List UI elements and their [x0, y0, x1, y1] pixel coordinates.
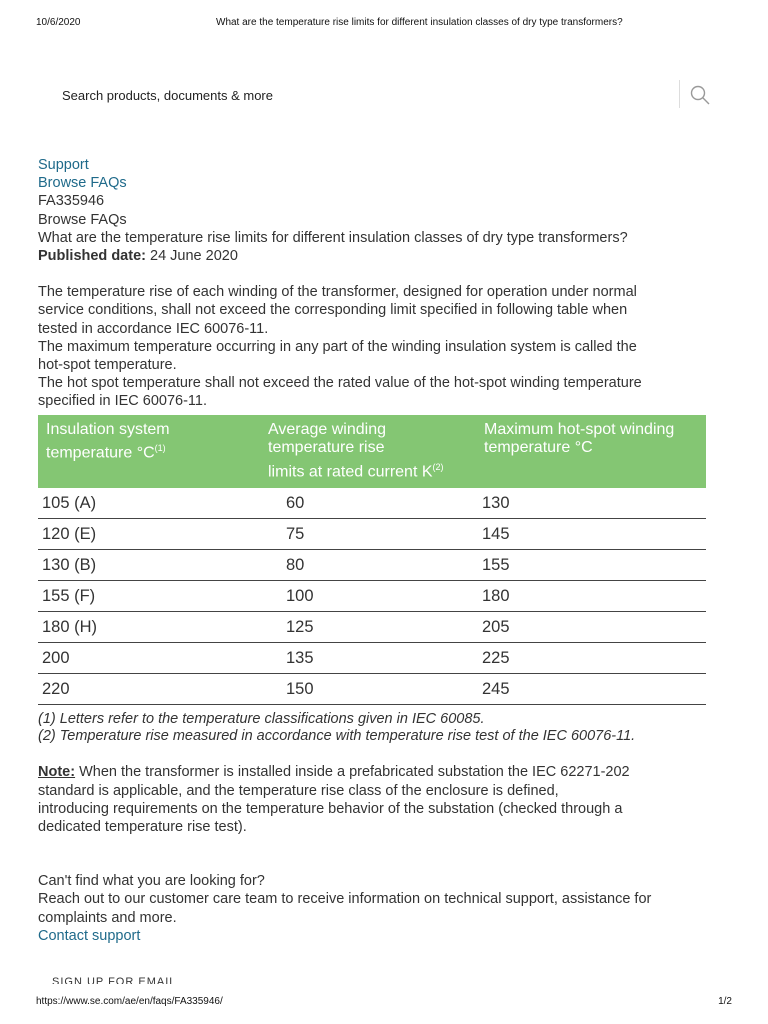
intro-line: service conditions, shall not exceed the corresponding limit specified in following table when [38, 302, 628, 319]
contact-support-link[interactable]: Contact support [38, 927, 141, 944]
header-max-hot-spot: Maximum hot-spot winding temperature °C [476, 415, 706, 489]
temperature-rise-table [38, 415, 706, 706]
breadcrumb-browse-faqs: Browse FAQs [38, 211, 127, 228]
table-cell-insulation: 220 [38, 674, 260, 705]
main-content [38, 156, 728, 945]
page-number: 1/2 [718, 996, 732, 1007]
table-row [38, 612, 706, 643]
table-cell-insulation: 130 (B) [38, 550, 260, 581]
help-text: Reach out to our customer care team to receive information on technical support, assistance for [38, 891, 652, 908]
table-cell-insulation: 155 (F) [38, 581, 260, 612]
faq-id: FA335946 [38, 193, 105, 210]
search-input[interactable]: Search products, documents & more [62, 88, 273, 103]
intro-line: The maximum temperature occurring in any part of the winding insulation system is called the [38, 338, 637, 355]
note-label: Note: [38, 764, 76, 781]
note-text: When the transformer is installed inside a prefabricated substation the IEC 62271-202 [75, 764, 630, 781]
table-row [38, 519, 706, 550]
table-cell-insulation: 180 (H) [38, 612, 260, 643]
breadcrumb-support-link[interactable]: Support [38, 157, 89, 173]
table-cell-insulation: 120 (E) [38, 519, 260, 550]
help-question: Can't find what you are looking for? [38, 873, 265, 890]
note-line: dedicated temperature rise test). [38, 819, 247, 836]
table-cell-hotspot: 225 [476, 643, 706, 674]
article-title: What are the temperature rise limits for different insulation classes of dry type transformers? [38, 229, 628, 246]
table-cell-average: 135 [260, 643, 476, 674]
footnote-2: (2) Temperature rise measured in accordance with temperature rise test of the IEC 60076-11. [38, 728, 636, 745]
table-cell-hotspot: 245 [476, 674, 706, 705]
help-section [38, 872, 728, 945]
print-date: 10/6/2020 [36, 17, 81, 28]
table-cell-insulation: 105 (A) [38, 488, 260, 519]
note-line: standard is applicable, and the temperature rise class of the enclosure is defined, [38, 782, 559, 799]
table-row [38, 550, 706, 581]
table-row [38, 581, 706, 612]
intro-line: hot-spot temperature. [38, 357, 177, 374]
intro-line: The hot spot temperature shall not exceed the rated value of the hot-spot winding temperature [38, 375, 642, 392]
footnote-1: (1) Letters refer to the temperature classifications given in IEC 60085. [38, 711, 485, 728]
footnotes [38, 711, 728, 745]
table-cell-hotspot: 130 [476, 488, 706, 519]
search-bar[interactable] [60, 82, 720, 112]
table-cell-average: 100 [260, 581, 476, 612]
published-label: Published date: [38, 248, 146, 265]
note-paragraph [38, 763, 728, 836]
intro-paragraph [38, 283, 728, 410]
table-header-row [38, 415, 706, 489]
table-cell-hotspot: 145 [476, 519, 706, 550]
published-value: 24 June 2020 [150, 248, 238, 265]
table-cell-hotspot: 155 [476, 550, 706, 581]
search-divider [679, 80, 680, 108]
email-signup-heading: SIGN UP FOR EMAIL [52, 976, 177, 984]
intro-line: The temperature rise of each winding of the transformer, designed for operation under normal [38, 284, 637, 301]
search-icon[interactable] [689, 84, 711, 106]
table-cell-insulation: 200 [38, 643, 260, 674]
table-cell-hotspot: 180 [476, 581, 706, 612]
header-average-winding: Average winding temperature rise limits at rated current $K^{(2)}$ [260, 415, 476, 489]
note-line: introducing requirements on the temperature behavior of the substation (checked through a [38, 800, 623, 817]
table-cell-average: 75 [260, 519, 476, 550]
table-cell-hotspot: 205 [476, 612, 706, 643]
breadcrumb-browse-faqs-link[interactable]: Browse FAQs [38, 175, 127, 192]
print-title: What are the temperature rise limits for different insulation classes of dry type transformers? [216, 17, 623, 28]
help-text: complaints and more. [38, 909, 177, 926]
header-insulation-system: Insulation system temperature $^\circ C^{(1)}$ [38, 415, 260, 489]
table-row [38, 488, 706, 519]
table-row [38, 643, 706, 674]
table-cell-average: 80 [260, 550, 476, 581]
intro-line: specified in IEC 60076-11. [38, 393, 208, 410]
table-cell-average: 125 [260, 612, 476, 643]
intro-line: tested in accordance IEC 60076-11. [38, 320, 269, 337]
table-cell-average: 150 [260, 674, 476, 705]
published-date [38, 247, 728, 265]
print-url: https://www.se.com/ae/en/faqs/FA335946/ [36, 996, 223, 1007]
table-cell-average: 60 [260, 488, 476, 519]
table-row [38, 674, 706, 705]
